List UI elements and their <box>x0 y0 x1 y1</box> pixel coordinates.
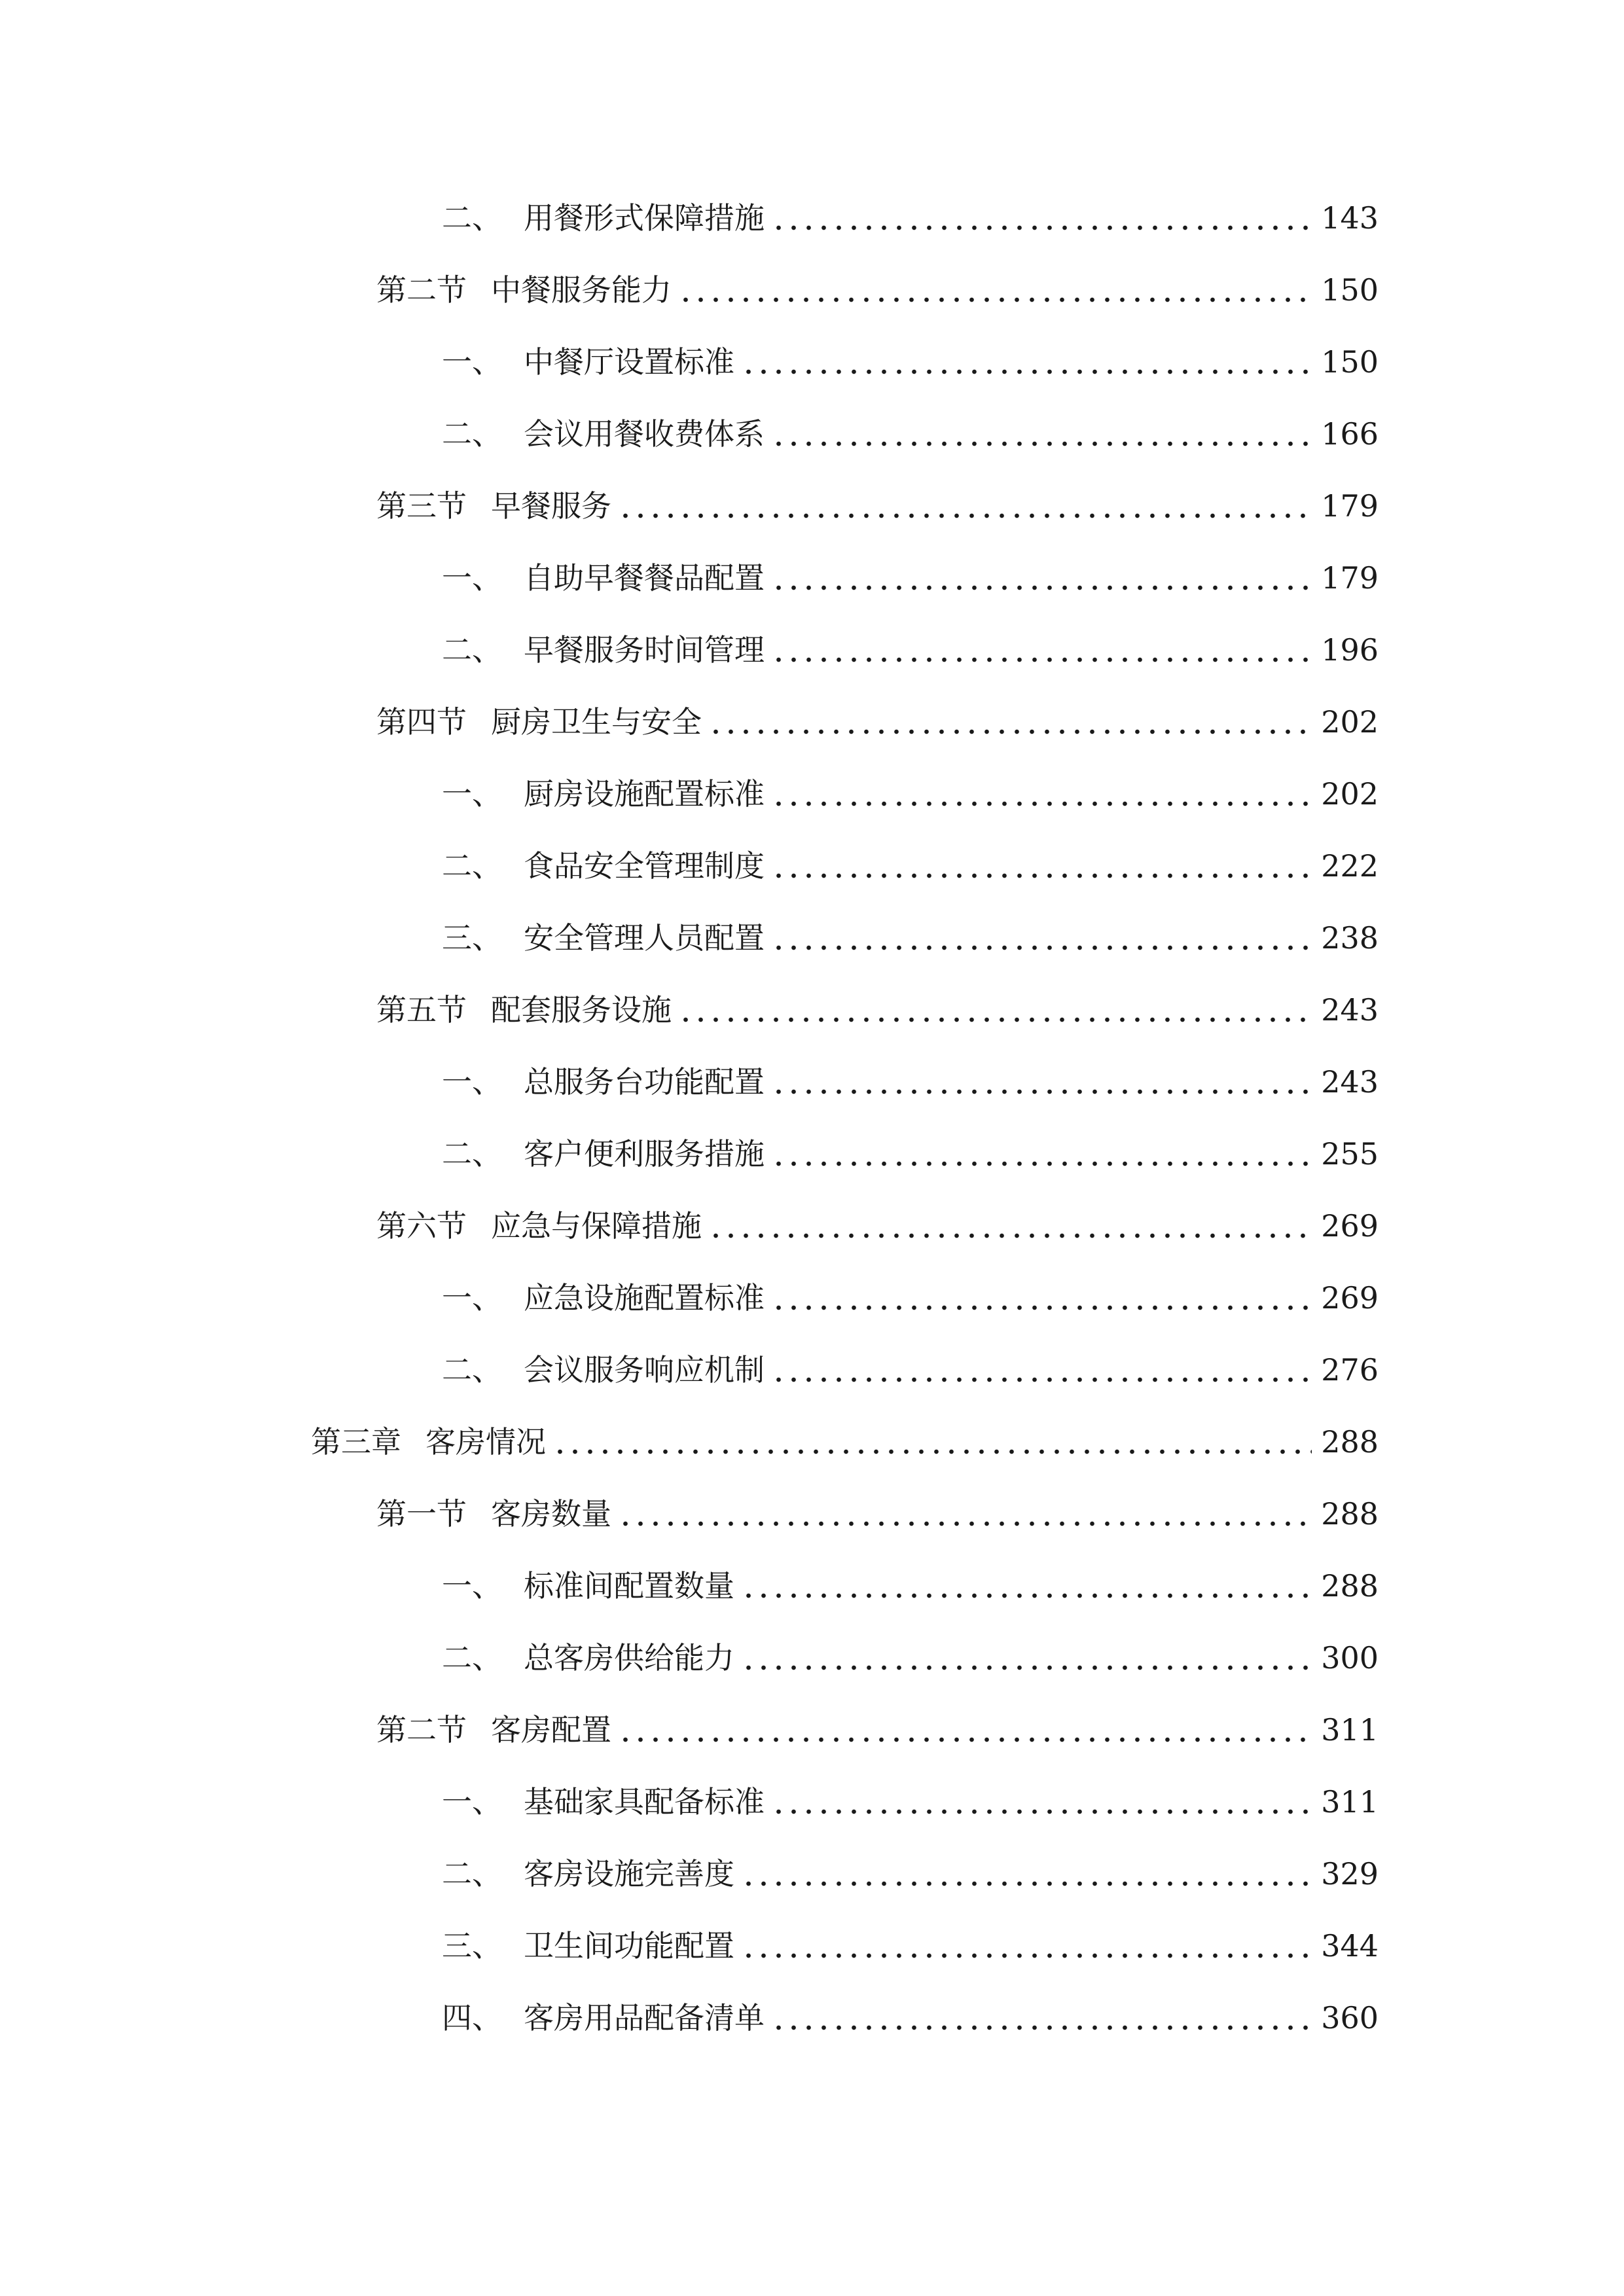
dot-leader <box>618 1520 1312 1527</box>
entry-title: 安全管理人员配置 <box>524 920 765 956</box>
entry-title: 总客房供给能力 <box>524 1640 734 1676</box>
toc-entry[interactable] <box>442 1268 1379 1327</box>
dot-leader <box>771 1376 1312 1383</box>
entry-title: 厨房卫生与安全 <box>491 704 702 740</box>
toc-entry[interactable] <box>442 1052 1379 1111</box>
entry-page-number: 300 <box>1321 1640 1379 1676</box>
dot-leader <box>771 1088 1312 1095</box>
entry-title: 卫生间功能配置 <box>524 1928 734 1964</box>
entry-title: 客房情况 <box>425 1424 546 1460</box>
toc-entry[interactable] <box>442 1556 1379 1615</box>
entry-title: 早餐服务时间管理 <box>524 632 765 668</box>
entry-page-number: 179 <box>1321 488 1379 524</box>
dot-leader <box>771 2024 1312 2031</box>
entry-number: 第三章 <box>311 1424 401 1460</box>
toc-entry[interactable] <box>442 548 1379 607</box>
toc-entry[interactable] <box>442 1124 1379 1183</box>
entry-page-number: 311 <box>1321 1784 1379 1820</box>
entry-title: 客房设施完善度 <box>524 1856 734 1892</box>
dot-leader <box>618 512 1312 519</box>
entry-number: 第一节 <box>376 1496 467 1532</box>
entry-title: 中餐服务能力 <box>491 272 672 308</box>
entry-number: 二、 <box>442 848 502 884</box>
entry-page-number: 166 <box>1321 416 1379 452</box>
entry-title: 基础家具配备标准 <box>524 1784 765 1820</box>
entry-number: 三、 <box>442 920 502 956</box>
dot-leader <box>678 1016 1312 1023</box>
toc-entry[interactable] <box>442 1628 1379 1687</box>
entry-number: 一、 <box>442 1568 502 1604</box>
entry-page-number: 269 <box>1321 1208 1379 1244</box>
toc-entry[interactable] <box>442 764 1379 823</box>
toc-entry[interactable] <box>442 620 1379 679</box>
entry-number: 第二节 <box>376 1712 467 1748</box>
entry-page-number: 222 <box>1321 848 1379 884</box>
toc-entry[interactable] <box>442 1772 1379 1831</box>
toc-entry[interactable] <box>376 692 1379 751</box>
entry-number: 第六节 <box>376 1208 467 1244</box>
entry-number: 一、 <box>442 560 502 596</box>
dot-leader <box>678 296 1312 303</box>
entry-page-number: 311 <box>1321 1712 1379 1748</box>
entry-title: 客户便利服务措施 <box>524 1136 765 1172</box>
dot-leader <box>741 1664 1312 1671</box>
entry-number: 三、 <box>442 1928 502 1964</box>
toc-entry[interactable] <box>376 980 1379 1039</box>
entry-number: 一、 <box>442 776 502 812</box>
entry-title: 厨房设施配置标准 <box>524 776 765 812</box>
entry-title: 应急与保障措施 <box>491 1208 702 1244</box>
toc-entry[interactable] <box>442 1844 1379 1903</box>
entry-title: 早餐服务 <box>491 488 611 524</box>
entry-page-number: 238 <box>1321 920 1379 956</box>
toc-entry[interactable] <box>376 1700 1379 1759</box>
entry-page-number: 243 <box>1321 992 1379 1028</box>
toc-entry[interactable] <box>442 332 1379 391</box>
entry-number: 四、 <box>442 2000 502 2036</box>
entry-number: 二、 <box>442 1856 502 1892</box>
dot-leader <box>771 656 1312 663</box>
dot-leader <box>741 1880 1312 1887</box>
toc-entry[interactable] <box>376 1196 1379 1255</box>
entry-number: 二、 <box>442 632 502 668</box>
toc-entry[interactable] <box>442 404 1379 463</box>
dot-leader <box>741 1952 1312 1959</box>
entry-page-number: 243 <box>1321 1064 1379 1100</box>
entry-title: 食品安全管理制度 <box>524 848 765 884</box>
entry-number: 二、 <box>442 200 502 236</box>
dot-leader <box>771 1304 1312 1311</box>
dot-leader <box>771 944 1312 951</box>
entry-number: 二、 <box>442 1640 502 1676</box>
entry-title: 客房用品配备清单 <box>524 2000 765 2036</box>
toc-entry[interactable] <box>442 836 1379 895</box>
entry-page-number: 202 <box>1321 704 1379 740</box>
dot-leader <box>552 1448 1312 1455</box>
entry-number: 第二节 <box>376 272 467 308</box>
dot-leader <box>771 800 1312 807</box>
entry-title: 用餐形式保障措施 <box>524 200 765 236</box>
entry-title: 配套服务设施 <box>491 992 672 1028</box>
entry-title: 会议服务响应机制 <box>524 1352 765 1388</box>
toc-entry[interactable] <box>442 1340 1379 1399</box>
entry-page-number: 255 <box>1321 1136 1379 1172</box>
dot-leader <box>771 872 1312 879</box>
entry-number: 二、 <box>442 416 502 452</box>
toc-entry[interactable] <box>376 476 1379 535</box>
dot-leader <box>741 368 1312 375</box>
entry-page-number: 360 <box>1321 2000 1379 2036</box>
dot-leader <box>708 1232 1312 1239</box>
entry-number: 第四节 <box>376 704 467 740</box>
toc-entry[interactable] <box>311 1412 1379 1471</box>
dot-leader <box>708 728 1312 735</box>
toc-entry[interactable] <box>442 188 1379 247</box>
dot-leader <box>618 1736 1312 1743</box>
entry-title: 客房数量 <box>491 1496 611 1532</box>
toc-entry[interactable] <box>376 1484 1379 1543</box>
dot-leader <box>741 1592 1312 1599</box>
entry-title: 自助早餐餐品配置 <box>524 560 765 596</box>
dot-leader <box>771 1160 1312 1167</box>
dot-leader <box>771 1808 1312 1815</box>
entry-number: 第三节 <box>376 488 467 524</box>
dot-leader <box>771 584 1312 591</box>
entry-number: 一、 <box>442 344 502 380</box>
entry-number: 一、 <box>442 1064 502 1100</box>
toc-entry[interactable] <box>442 908 1379 967</box>
entry-page-number: 288 <box>1321 1496 1379 1532</box>
entry-title: 客房配置 <box>491 1712 611 1748</box>
entry-page-number: 150 <box>1321 272 1379 308</box>
entry-page-number: 143 <box>1321 200 1379 236</box>
entry-page-number: 288 <box>1321 1424 1379 1460</box>
dot-leader <box>771 224 1312 231</box>
dot-leader <box>771 440 1312 447</box>
entry-title: 应急设施配置标准 <box>524 1280 765 1316</box>
entry-page-number: 288 <box>1321 1568 1379 1604</box>
entry-page-number: 202 <box>1321 776 1379 812</box>
entry-page-number: 196 <box>1321 632 1379 668</box>
entry-number: 一、 <box>442 1784 502 1820</box>
entry-number: 二、 <box>442 1136 502 1172</box>
entry-title: 中餐厅设置标准 <box>524 344 734 380</box>
entry-page-number: 269 <box>1321 1280 1379 1316</box>
toc-entry[interactable] <box>442 1988 1379 2047</box>
entry-number: 一、 <box>442 1280 502 1316</box>
entry-title: 总服务台功能配置 <box>524 1064 765 1100</box>
toc-entry[interactable] <box>442 1916 1379 1975</box>
toc-entry[interactable] <box>376 260 1379 319</box>
entry-page-number: 150 <box>1321 344 1379 380</box>
entry-number: 第五节 <box>376 992 467 1028</box>
entry-title: 标准间配置数量 <box>524 1568 734 1604</box>
entry-page-number: 329 <box>1321 1856 1379 1892</box>
entry-page-number: 344 <box>1321 1928 1379 1964</box>
entry-number: 二、 <box>442 1352 502 1388</box>
entry-page-number: 276 <box>1321 1352 1379 1388</box>
entry-page-number: 179 <box>1321 560 1379 596</box>
entry-title: 会议用餐收费体系 <box>524 416 765 452</box>
